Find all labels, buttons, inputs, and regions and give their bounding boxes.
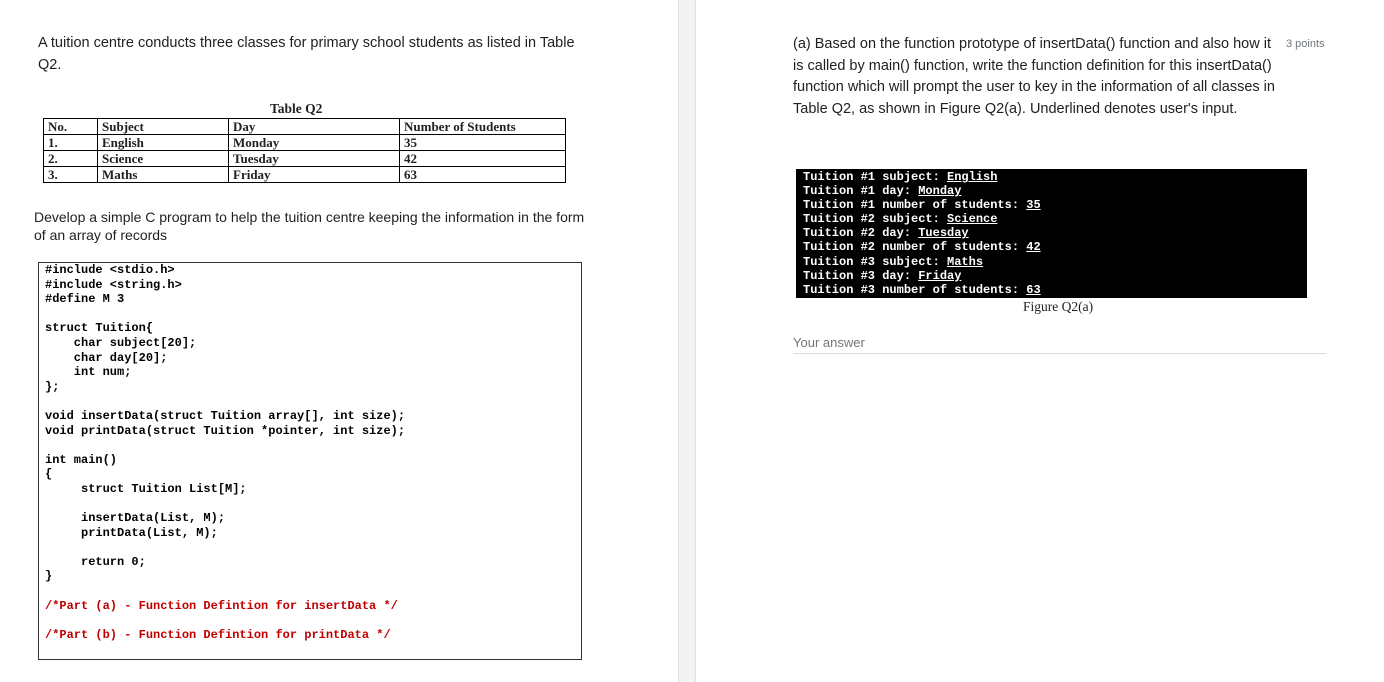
terminal-line: Tuition #1 number of students: 35: [803, 198, 1041, 213]
user-input: Friday: [918, 268, 962, 283]
code-comment-part-a: /*Part (a) - Function Defintion for insertData */: [45, 598, 398, 613]
code-line: struct Tuition{: [45, 321, 154, 336]
user-input: Monday: [918, 184, 962, 199]
terminal-line: Tuition #2 day: Tuesday: [803, 226, 969, 241]
code-comment-part-b: /*Part (b) - Function Defintion for printData */: [45, 627, 391, 642]
cell-students: 63: [400, 167, 566, 183]
cell-subject: Science: [98, 151, 229, 167]
left-pane: [0, 0, 678, 682]
code-line: char day[20];: [45, 350, 168, 365]
develop-text: Develop a simple C program to help the tuition centre keeping the information in the form of an array of records: [34, 209, 585, 243]
code-block: [45, 263, 581, 642]
cell-no: 3.: [44, 167, 98, 183]
cell-day: Tuesday: [229, 151, 400, 167]
points-badge: 3 points: [1286, 38, 1325, 50]
cell-day: Monday: [229, 135, 400, 151]
user-input: 42: [1026, 240, 1041, 255]
pane-divider-scrollbar[interactable]: [678, 0, 696, 682]
code-line: #define M 3: [45, 292, 125, 307]
code-line: }: [45, 569, 53, 584]
header-students: Number of Students: [400, 119, 566, 135]
cell-students: 35: [400, 135, 566, 151]
intro-text: A tuition centre conducts three classes for primary school students as listed in Table Q2.: [38, 35, 575, 73]
terminal-line: Tuition #2 subject: Science: [803, 212, 998, 227]
cell-subject: Maths: [98, 167, 229, 183]
code-line: {: [45, 467, 53, 482]
table-row: [44, 167, 566, 183]
header-subject: Subject: [98, 119, 229, 135]
cell-no: 2.: [44, 151, 98, 167]
code-line: void insertData(struct Tuition array[], int size);: [45, 408, 406, 423]
figure-caption: Figure Q2(a): [1023, 299, 1094, 314]
table-q2: [43, 118, 566, 183]
user-input: Science: [947, 212, 998, 227]
code-line: #include <stdio.h>: [45, 263, 175, 277]
right-pane: [696, 0, 1384, 682]
terminal-line: Tuition #3 subject: Maths: [803, 254, 984, 269]
code-line: return 0;: [45, 554, 146, 569]
terminal-line: Tuition #1 day: Monday: [803, 184, 962, 199]
table-header-row: [44, 119, 566, 135]
code-line: struct Tuition List[M];: [45, 481, 247, 496]
cell-students: 42: [400, 151, 566, 167]
table-caption: Table Q2: [270, 101, 323, 116]
cell-subject: English: [98, 135, 229, 151]
user-input: Maths: [947, 254, 984, 269]
code-line: void printData(struct Tuition *pointer, int size);: [45, 423, 406, 438]
code-line: #include <string.h>: [45, 277, 182, 292]
cell-no: 1.: [44, 135, 98, 151]
terminal-line: Tuition #3 day: Friday: [803, 268, 962, 283]
cell-day: Friday: [229, 167, 400, 183]
code-line: int main(): [45, 452, 118, 467]
terminal-line: Tuition #3 number of students: 63: [803, 282, 1041, 297]
code-line: char subject[20];: [45, 335, 197, 350]
terminal-figure: [796, 169, 1307, 298]
code-line: insertData(List, M);: [45, 511, 226, 526]
terminal-line: Tuition #1 subject: English: [803, 170, 998, 184]
question-text: (a) Based on the function prototype of insertData() function and also how it is called by main() function, write the function definition for this insertData() function which will prompt the user to key in the information of all classes in Table Q2, as shown in Figure Q2(a). Underlined denotes user's input.: [793, 36, 1275, 117]
answer-input[interactable]: Your answer: [793, 335, 1326, 354]
table-row: [44, 151, 566, 167]
table-row: [44, 135, 566, 151]
header-day: Day: [229, 119, 400, 135]
code-box: [38, 262, 582, 660]
user-input: 63: [1026, 282, 1041, 297]
code-line: };: [45, 379, 60, 394]
user-input: Tuesday: [918, 226, 969, 241]
user-input: 35: [1026, 198, 1041, 213]
user-input: English: [947, 170, 998, 184]
code-line: int num;: [45, 365, 132, 380]
code-line: printData(List, M);: [45, 525, 218, 540]
header-no: No.: [44, 119, 98, 135]
terminal-line: Tuition #2 number of students: 42: [803, 240, 1041, 255]
